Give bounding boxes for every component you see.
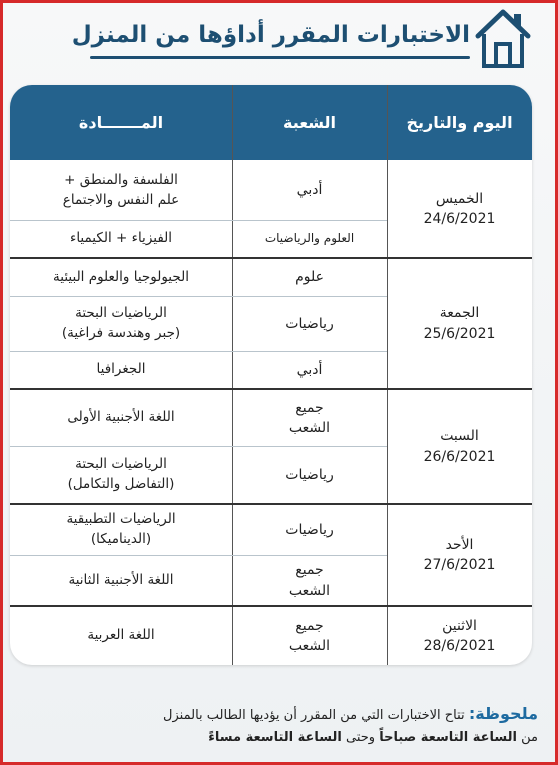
page-title: الاختبارات المقرر أداؤها من المنزل: [71, 22, 470, 48]
table-row: [10, 447, 232, 503]
day-name: الأحد: [445, 536, 474, 553]
subject-line: (التفاضل والتكامل): [67, 476, 175, 492]
note-text: تتاح الاختبارات التي من المقرر أن يؤديها الطالب بالمنزل: [163, 708, 465, 723]
note-time-from: الساعة التاسعة صباحاً: [379, 730, 517, 746]
section-line: الشعب: [288, 638, 331, 654]
table-row: [10, 607, 232, 665]
house-icon: [474, 8, 532, 70]
section-cell: [232, 259, 387, 296]
header-section: الشعبة: [282, 113, 337, 132]
day-cell: [387, 390, 532, 503]
section-line: أدبي: [296, 182, 323, 199]
table-row: [10, 352, 232, 388]
day-date: 24/6/2021: [423, 211, 496, 227]
day-date: 27/6/2021: [423, 557, 496, 573]
day-date: 28/6/2021: [423, 638, 496, 654]
subject-line: اللغة الأجنبية الثانية: [68, 571, 174, 588]
day-name: الجمعة: [439, 305, 480, 322]
day-name: السبت: [440, 428, 479, 445]
note-label: ملحوظة:: [468, 704, 538, 723]
day-name: الخميس: [435, 190, 484, 207]
section-line: الشعب: [288, 582, 331, 599]
table-row: [10, 297, 232, 351]
section-cell: [232, 505, 387, 555]
section-cell: [232, 161, 387, 220]
section-cell: [232, 607, 387, 665]
subject-line: الجيولوجيا والعلوم البيئية: [53, 268, 189, 285]
section-cell: [232, 221, 387, 257]
day-date: 26/6/2021: [423, 448, 496, 465]
table-row: [10, 556, 232, 605]
subject-line: الفيزياء + الكيمياء: [69, 230, 173, 247]
section-line: جميع: [295, 399, 324, 416]
note-text: وحتى: [345, 730, 376, 746]
note-time-to: الساعة التاسعة مساءً: [208, 730, 342, 746]
section-cell: [232, 297, 387, 351]
section-line: جميع: [295, 617, 324, 634]
subject-line: (جبر وهندسة فراغية): [61, 325, 181, 341]
note-text: من: [521, 730, 538, 746]
schedule-table: [10, 85, 532, 665]
page-header: [71, 22, 508, 62]
section-line: رياضيات: [285, 466, 334, 483]
section-cell: [232, 447, 387, 503]
day-cell: [387, 505, 532, 605]
section-cell: [232, 390, 387, 446]
day-cell: [387, 259, 532, 388]
section-line: جميع: [295, 562, 324, 579]
day-name: الاثنين: [442, 617, 477, 634]
day-cell: [387, 161, 532, 257]
table-row: [10, 505, 232, 555]
title-underline: [90, 56, 470, 59]
header-subject: المـــــــادة: [78, 113, 164, 132]
day-cell: [387, 607, 532, 665]
subject-line: الرياضيات التطبيقية: [66, 511, 176, 528]
header-day-date: اليوم والتاريخ: [406, 113, 513, 132]
subject-line: الجغرافيا: [96, 361, 146, 378]
subject-line: الرياضيات البحتة: [75, 305, 167, 322]
section-cell: [232, 556, 387, 605]
section-line: رياضيات: [285, 521, 334, 538]
subject-line: اللغة الأجنبية الأولى: [67, 409, 175, 426]
footnote: [18, 700, 538, 749]
table-row: [10, 259, 232, 296]
subject-line: علم النفس والاجتماع: [62, 191, 180, 208]
section-line: الشعب: [288, 420, 331, 436]
section-line: علوم: [295, 269, 324, 286]
section-line: رياضيات: [285, 315, 334, 332]
section-line: العلوم والرياضيات: [264, 231, 355, 246]
subject-line: اللغة العربية: [87, 627, 155, 644]
table-row: [10, 161, 232, 220]
table-row: [10, 390, 232, 446]
day-date: 25/6/2021: [423, 325, 496, 342]
section-cell: [232, 352, 387, 388]
subject-line: الرياضيات البحتة: [75, 456, 167, 473]
subject-line: الفلسفة والمنطق +: [64, 171, 178, 188]
subject-line: (الديناميكا): [90, 531, 152, 547]
table-row: [10, 221, 232, 257]
section-line: أدبي: [296, 361, 323, 378]
